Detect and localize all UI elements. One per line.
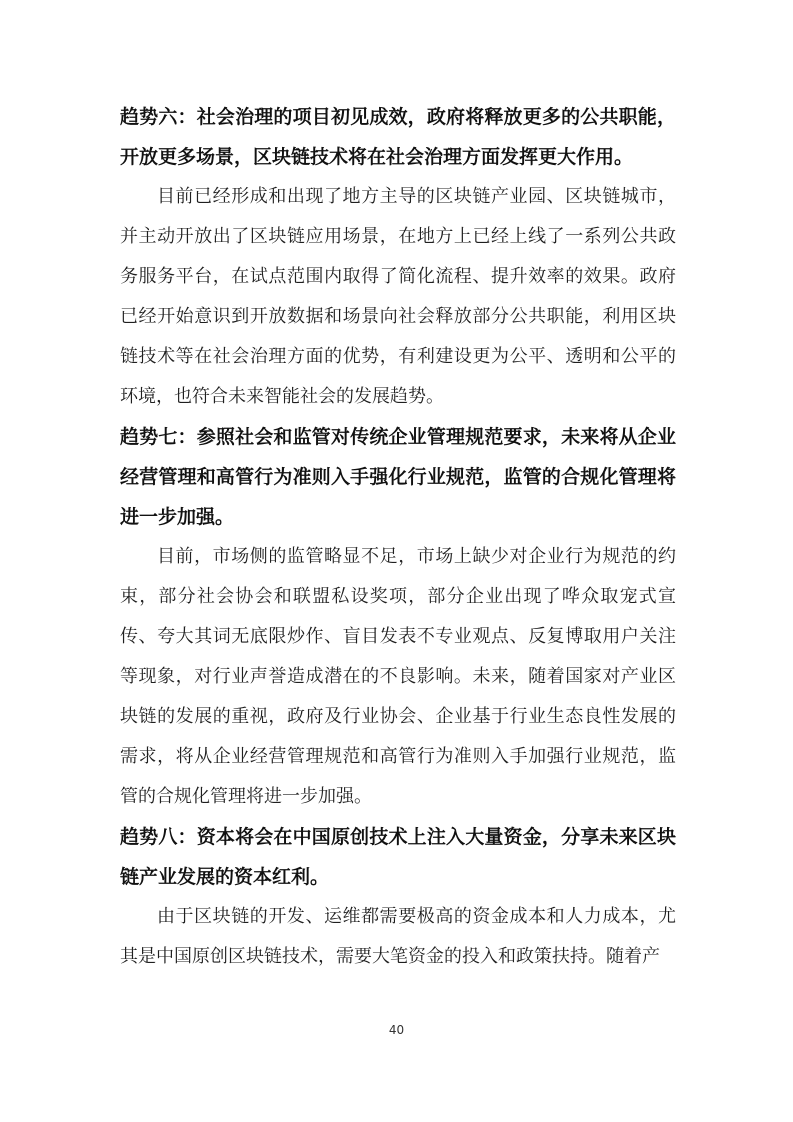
page-content — [120, 97, 676, 977]
trend-eight-paragraph: 由于区块链的开发、运维都需要极高的资金成本和人力成本，尤其是中国原创区块链技术，需要大笔资金的投入和政策扶持。随着产 — [120, 906, 676, 967]
trend-seven-paragraph: 目前，市场侧的监管略显不足，市场上缺少对企业行为规范的约束，部分社会协会和联盟私设奖项，部分企业出现了哗众取宠式宣传、夸大其词无底限炒作、盲目发表不专业观点、反复博取用户关注等现象，对行业声誉造成潜在的不良影响。未来，随着国家对产业区块链的发展的重视，政府及行业协会、企业基于行业生态良性发展的需求，将从企业经营管理规范和高管行为准则入手加强行业规范，监管的合规化管理将进一步加强。 — [120, 546, 676, 807]
trend-six-heading: 趋势六：社会治理的项目初见成效，政府将释放更多的公共职能，开放更多场景，区块链技术将在社会治理方面发挥更大作用。 — [120, 106, 676, 168]
trend-six-paragraph: 目前已经形成和出现了地方主导的区块链产业园、区块链城市，并主动开放出了区块链应用场景，在地方上已经上线了一系列公共政务服务平台，在试点范围内取得了简化流程、提升效率的效果。政府已经开始意识到开放数据和场景向社会释放部分公共职能，利用区块链技术等在社会治理方面的优势，有利建设更为公平、透明和公平的环境，也符合未来智能社会的发展趋势。 — [120, 186, 676, 407]
trend-eight-heading: 趋势八：资本将会在中国原创技术上注入大量资金，分享未来区块链产业发展的资本红利。 — [120, 826, 676, 888]
page-number: 40 — [388, 1023, 405, 1037]
trend-seven-heading: 趋势七：参照社会和监管对传统企业管理规范要求，未来将从企业经营管理和高管行为准则入手强化行业规范，监管的合规化管理将进一步加强。 — [120, 426, 676, 528]
